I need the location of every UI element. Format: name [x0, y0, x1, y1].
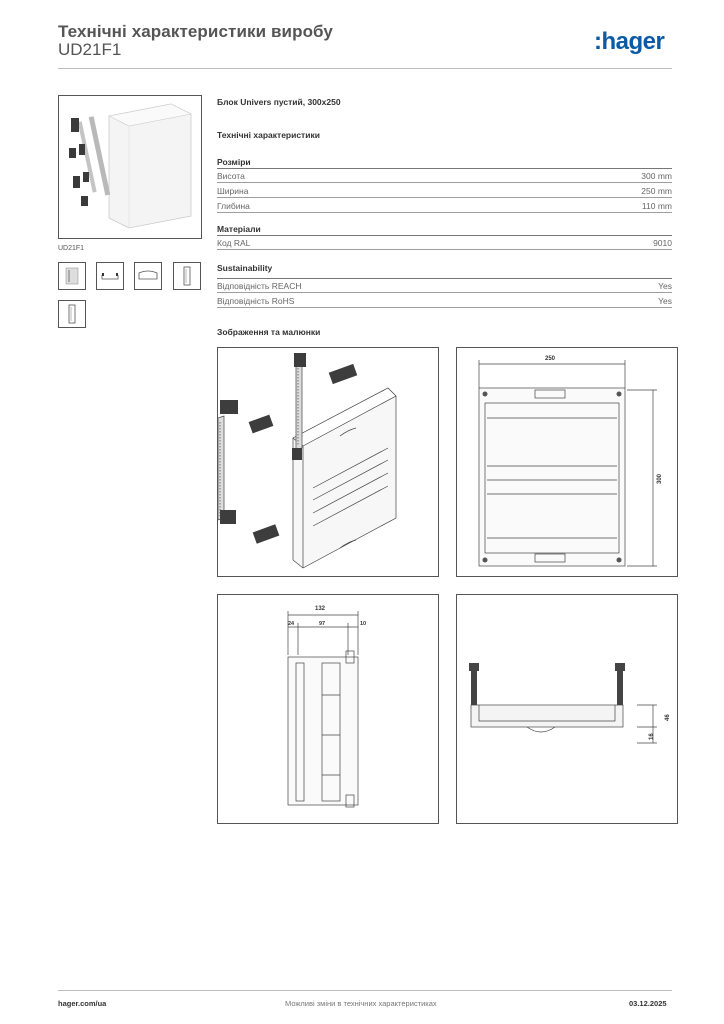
spec-label: Глибина [217, 201, 250, 211]
spec-row-reach [217, 278, 672, 293]
spec-value: Yes [658, 296, 672, 306]
product-photo [58, 95, 202, 239]
thumbnail-side[interactable] [173, 262, 201, 290]
sustainability-heading: Sustainability [217, 263, 273, 273]
dim-a: 24 [288, 621, 295, 627]
thumbnail-bottom[interactable] [134, 262, 162, 290]
thumbnail-side-2[interactable] [58, 300, 86, 328]
spec-value: 250 mm [641, 186, 672, 196]
spec-label: Відповідність REACH [217, 281, 302, 291]
footer-divider [58, 990, 672, 991]
footer-date: 03.12.2025 [629, 999, 667, 1008]
footer-site-link[interactable]: hager.com/ua [58, 999, 107, 1008]
header-divider [58, 68, 672, 69]
footer-note: Можливі зміни в технічних характеристиках [285, 999, 437, 1008]
spec-row-rohs [217, 293, 672, 308]
dim-width: 250 [545, 356, 556, 362]
drawing-bottom-view [456, 594, 678, 824]
reference-code: UD21F1 [58, 245, 85, 252]
thumbnail-front[interactable] [96, 262, 124, 290]
spec-row-ral [217, 235, 672, 250]
spec-value: 9010 [653, 238, 672, 248]
thumbnail-enclosure[interactable] [58, 262, 86, 290]
spec-label: Відповідність RoHS [217, 296, 295, 306]
product-code: UD21F1 [58, 40, 122, 59]
spec-row-height [217, 168, 672, 183]
logo-text: :hager [594, 28, 665, 55]
spec-label: Ширина [217, 186, 249, 196]
dim-h2: 16 [649, 733, 655, 740]
dim-b: 97 [319, 621, 326, 627]
spec-value: Yes [658, 281, 672, 291]
dimensions-heading: Розміри [217, 157, 251, 167]
dim-height: 300 [657, 473, 663, 484]
dim-h1: 46 [665, 714, 671, 721]
dim-c: 10 [360, 621, 367, 627]
spec-label: Код RAL [217, 238, 251, 248]
dim-total: 132 [315, 606, 326, 612]
spec-value: 300 mm [641, 171, 672, 181]
drawing-front-view [456, 347, 678, 577]
hager-logo[interactable] [594, 28, 664, 56]
spec-row-depth [217, 198, 672, 213]
drawing-exploded-view [217, 347, 439, 577]
spec-label: Висота [217, 171, 245, 181]
spec-row-width [217, 183, 672, 198]
drawing-side-view [217, 594, 439, 824]
spec-value: 110 mm [641, 201, 672, 211]
materials-heading: Матеріали [217, 224, 261, 234]
product-name: Блок Univers пустий, 300x250 [217, 97, 341, 107]
tech-heading: Технічні характеристики [217, 130, 320, 140]
images-heading: Зображення та малюнки [217, 327, 321, 337]
page-title: Технічні характеристики виробу [58, 22, 333, 41]
